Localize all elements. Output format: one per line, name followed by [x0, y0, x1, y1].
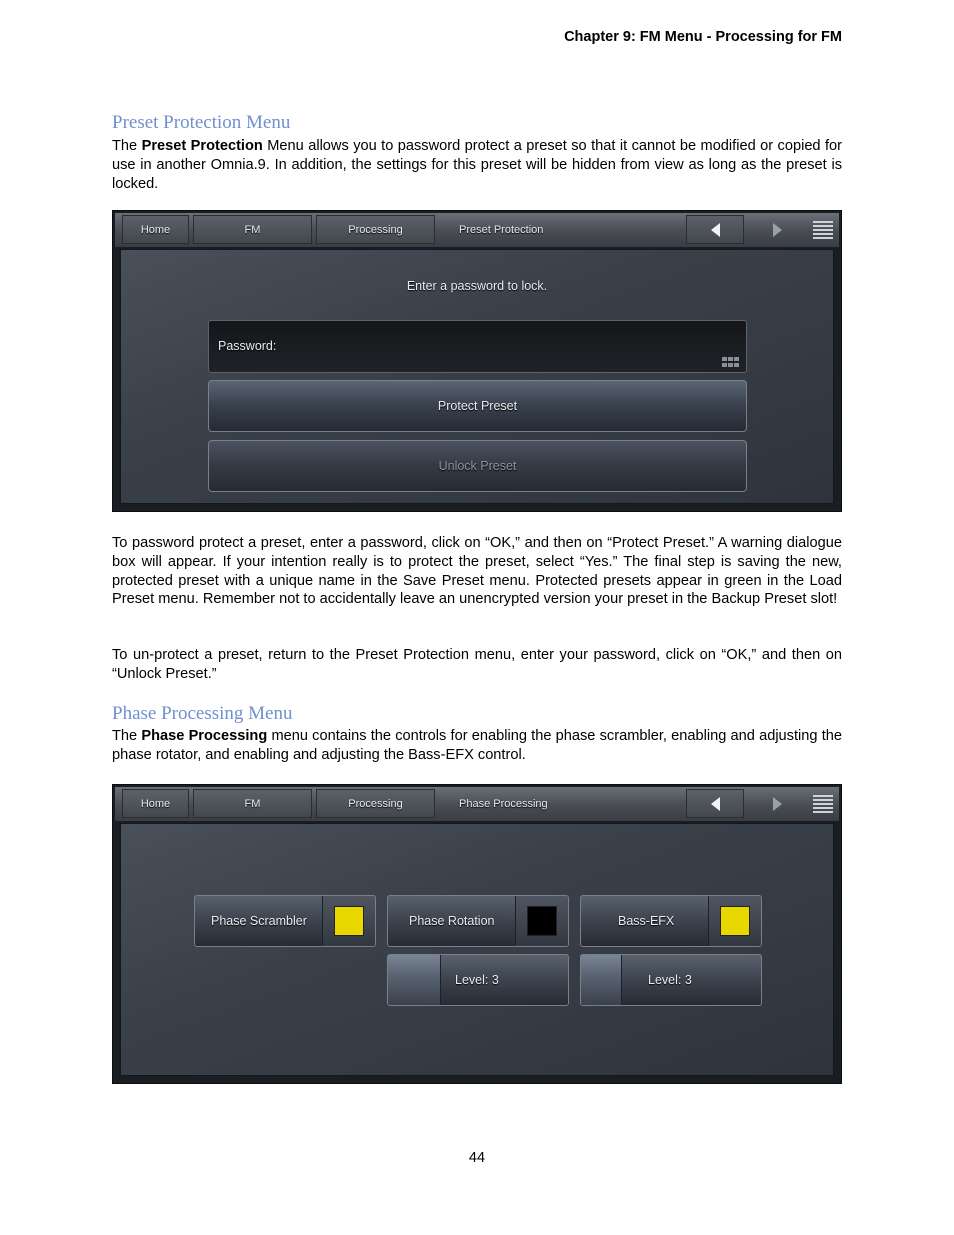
intro-text: The: [112, 728, 142, 744]
nav-label: Phase Processing: [459, 797, 548, 810]
back-button[interactable]: [686, 215, 744, 244]
unprotect-instructions-paragraph: To un-protect a preset, return to the Preset Protection menu, enter your password, click on “OK,” and then on “Unlock Preset.”: [112, 647, 842, 682]
phase-scrambler-indicator: [334, 906, 364, 936]
password-field[interactable]: [208, 320, 747, 373]
chapter-header: Chapter 9: FM Menu - Processing for FM: [564, 29, 842, 45]
bass-efx-toggle[interactable]: [580, 895, 762, 947]
indicator-well: [322, 896, 375, 946]
nav-fm-button[interactable]: [193, 789, 312, 818]
bass-efx-level-control[interactable]: [580, 954, 762, 1006]
forward-button[interactable]: [748, 789, 806, 818]
top-nav-bar: [115, 787, 839, 821]
nav-processing-button[interactable]: [316, 789, 435, 818]
top-nav-bar: [115, 213, 839, 247]
preset-protection-screenshot: [112, 210, 842, 512]
intro-bold-term: Phase Processing: [141, 728, 268, 744]
nav-home-button[interactable]: [122, 789, 189, 818]
nav-home-button[interactable]: [122, 215, 189, 244]
nav-fm-button[interactable]: [193, 215, 312, 244]
level-slider-handle[interactable]: [581, 955, 622, 1005]
protect-preset-button[interactable]: [208, 380, 747, 432]
nav-label: Home: [140, 797, 171, 810]
phase-processing-intro: [112, 727, 842, 765]
toggle-label: Phase Rotation: [409, 914, 495, 928]
button-label: Unlock Preset: [438, 459, 517, 473]
phase-rotation-toggle[interactable]: [387, 895, 569, 947]
level-label: Level: 3: [648, 973, 692, 987]
intro-text: Menu allows you to password protect a preset so that it cannot be modified or copied for use in another Omnia.9. In addition, the settings for this preset will be hidden from view as long as the preset is locked.: [112, 138, 843, 192]
arrow-left-icon: [711, 223, 720, 237]
level-slider-handle[interactable]: [388, 955, 441, 1005]
nav-label: Preset Protection: [459, 223, 544, 236]
button-label: Protect Preset: [437, 399, 518, 413]
back-button[interactable]: [686, 789, 744, 818]
bass-efx-indicator: [720, 906, 750, 936]
section-heading-phase-processing: Phase Processing Menu: [112, 703, 293, 724]
menu-icon: [813, 221, 833, 239]
nav-processing-button[interactable]: [316, 215, 435, 244]
toggle-label: Phase Scrambler: [211, 914, 307, 928]
phase-rotation-level-control[interactable]: [387, 954, 569, 1006]
phase-processing-content: [120, 823, 834, 1076]
nav-label: FM: [244, 797, 261, 810]
intro-text: menu contains the controls for enabling the phase scrambler, enabling and adjusting the phase rotator, and enabling and adjusting the Bass-EFX control.: [112, 728, 842, 763]
phase-scrambler-toggle[interactable]: [194, 895, 376, 947]
nav-current-page-title: [435, 789, 685, 818]
intro-text: The: [112, 138, 142, 154]
menu-icon: [813, 795, 833, 813]
keypad-icon: [722, 357, 740, 368]
nav-label: Processing: [348, 797, 403, 810]
toggle-label: Bass-EFX: [618, 914, 675, 928]
phase-processing-screenshot: [112, 784, 842, 1084]
preset-protection-intro: [112, 137, 842, 193]
section-heading-preset-protection: Preset Protection Menu: [112, 112, 291, 133]
preset-protection-content: [120, 249, 834, 504]
page-number: 44: [468, 1150, 486, 1166]
protect-instructions-paragraph: To password protect a preset, enter a password, click on “OK,” and then on “Protect Preset.” A warning dialogue box will appear. If your intention really is to protect the preset, select “Yes.” The final step is saving the new, protected preset with a unique name in the Save Preset menu. Protected presets appear in green in the Load Preset menu. Remember not to accidentally leave an unencrypted version your preset in the Backup Preset slot!: [112, 535, 842, 608]
menu-button[interactable]: [810, 789, 836, 818]
menu-button[interactable]: [810, 215, 836, 244]
arrow-right-icon: [773, 223, 782, 237]
indicator-well: [708, 896, 761, 946]
forward-button[interactable]: [748, 215, 806, 244]
nav-label: Processing: [348, 223, 403, 236]
password-prompt: Enter a password to lock.: [406, 279, 548, 293]
phase-rotation-indicator: [527, 906, 557, 936]
nav-label: Home: [140, 223, 171, 236]
nav-label: FM: [244, 223, 261, 236]
arrow-right-icon: [773, 797, 782, 811]
unlock-preset-button[interactable]: [208, 440, 747, 492]
intro-bold-term: Preset Protection: [141, 138, 263, 154]
indicator-well: [515, 896, 568, 946]
level-label: Level: 3: [455, 973, 499, 987]
nav-current-page-title: [435, 215, 685, 244]
arrow-left-icon: [711, 797, 720, 811]
password-label: Password:: [218, 339, 277, 353]
